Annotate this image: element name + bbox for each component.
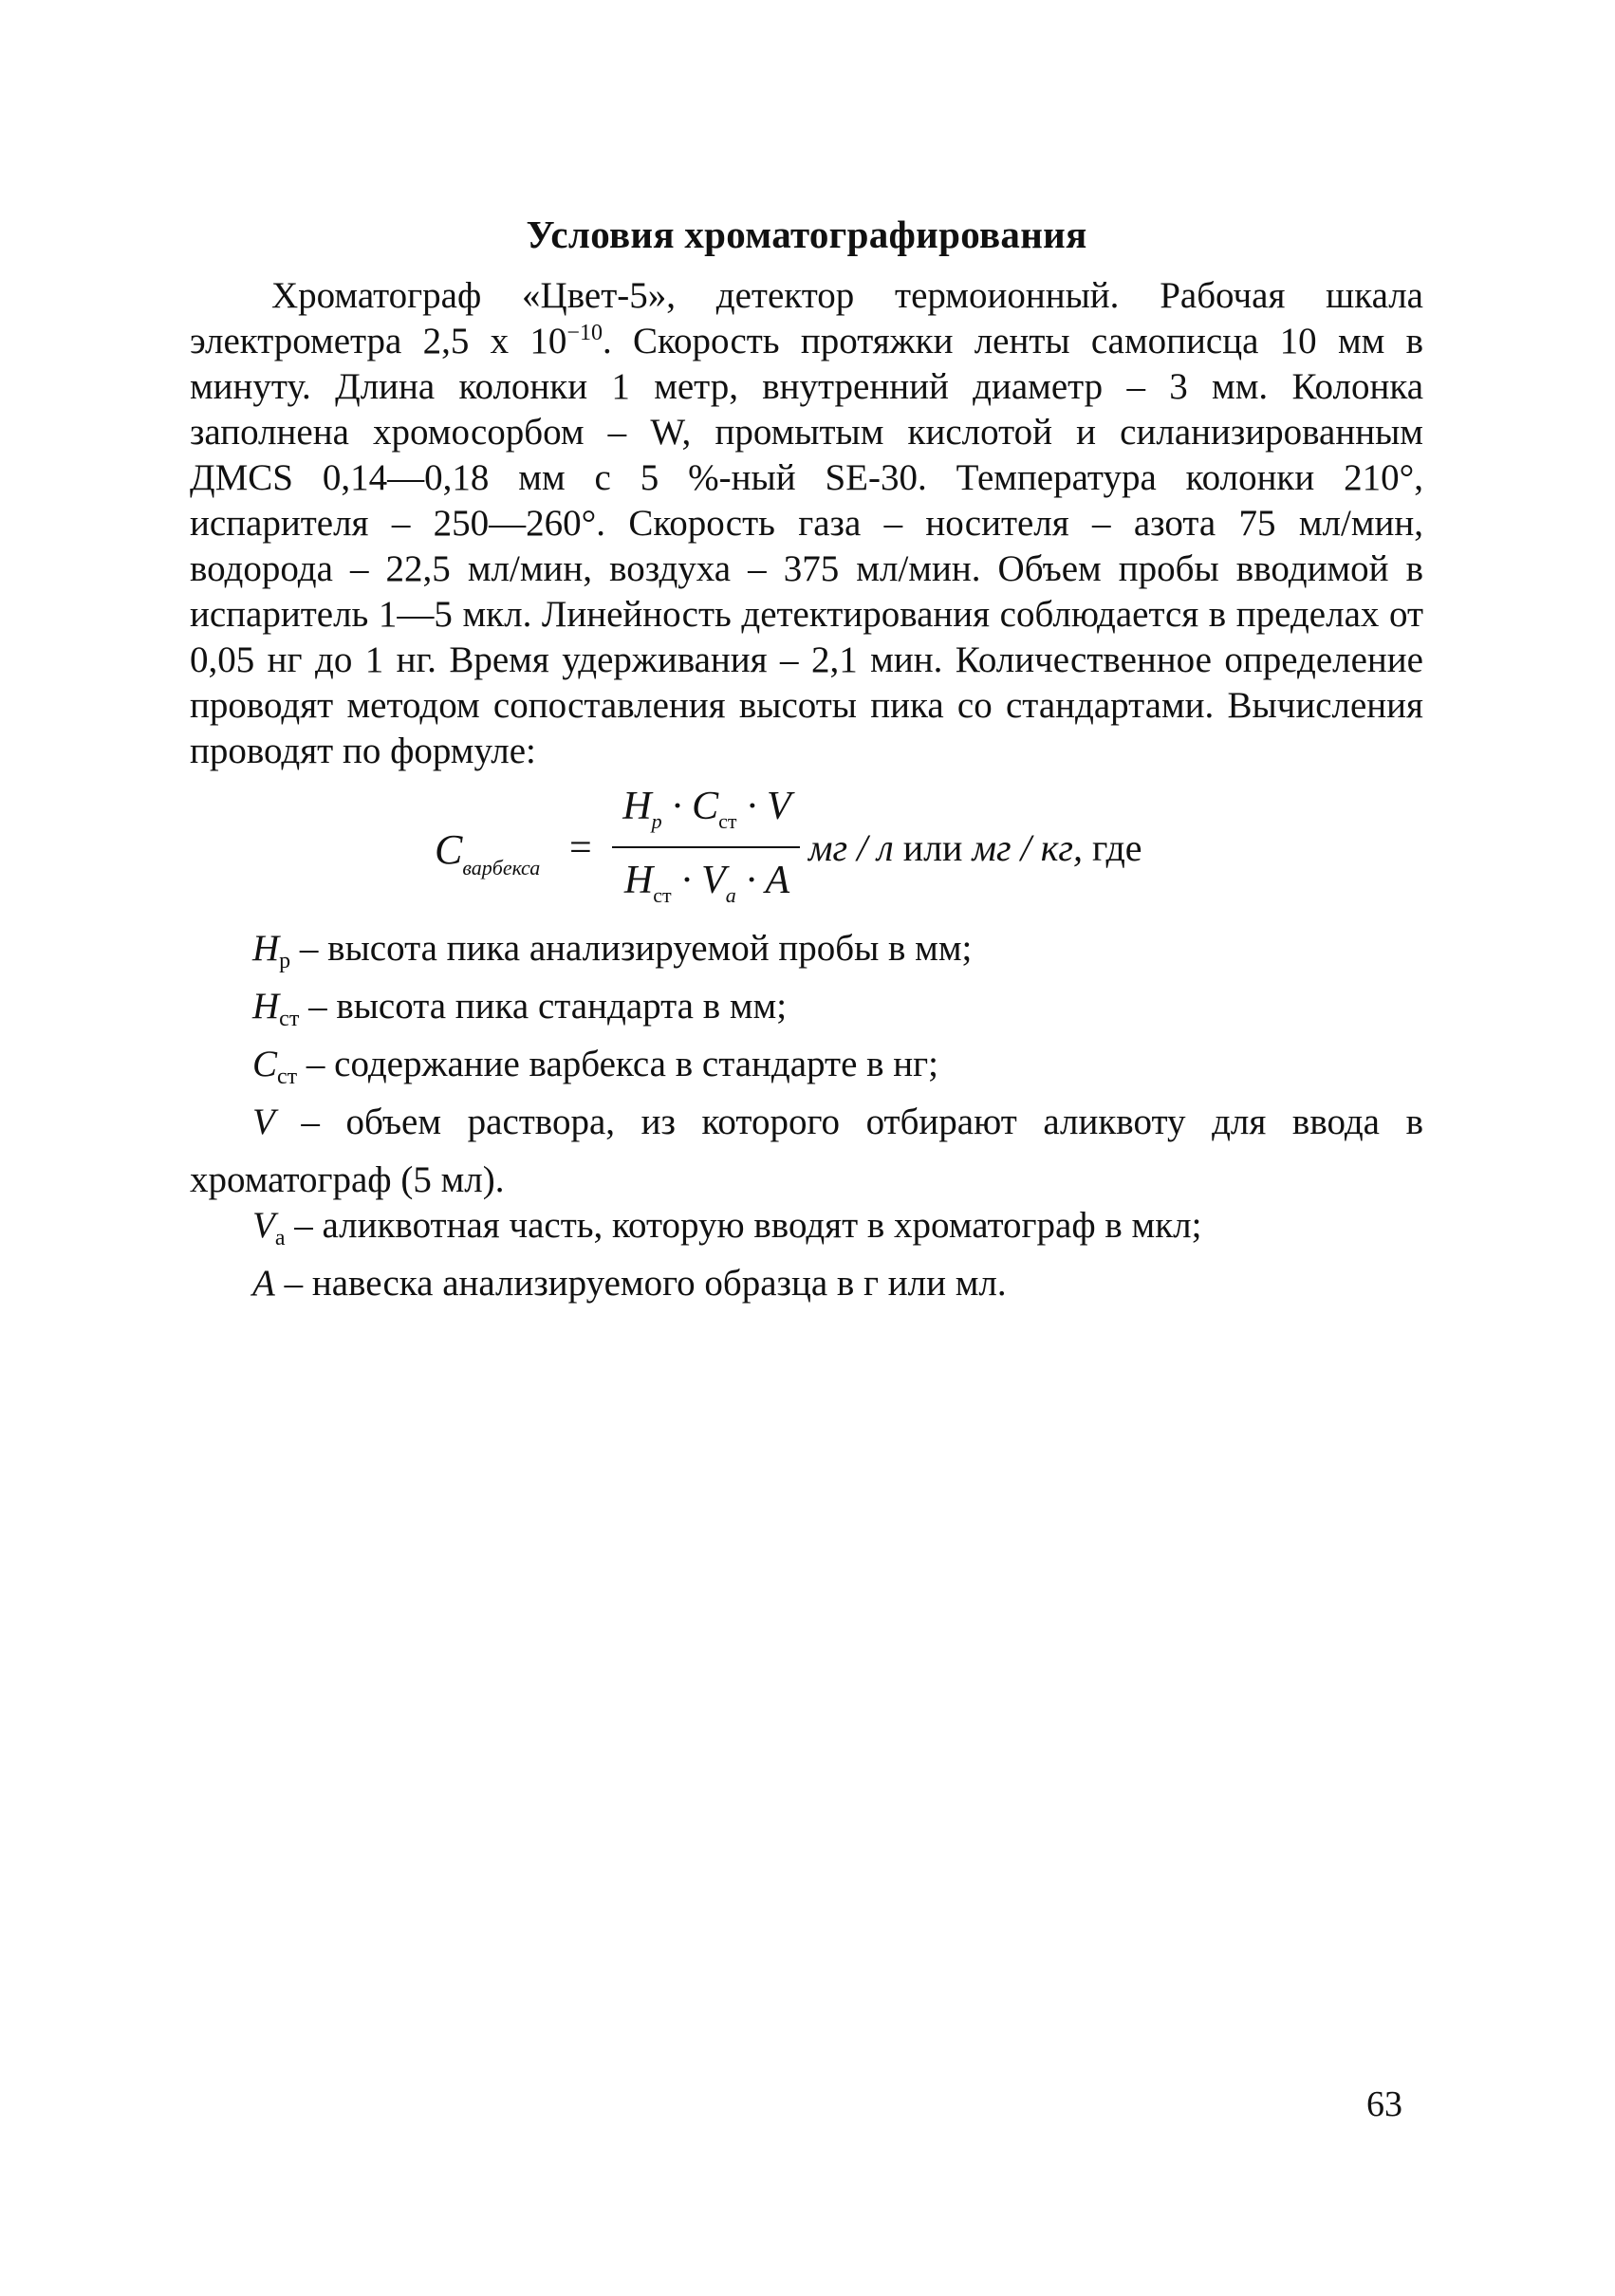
definition-item (190, 926, 1423, 984)
definition-symbol: C (252, 1044, 278, 1084)
definition-item (190, 1203, 1423, 1261)
num-h-sub: p (651, 809, 662, 833)
formula-equals: = (569, 826, 592, 870)
definition-subscript: ст (277, 1065, 298, 1089)
formula-lhs (435, 825, 540, 880)
num-dot-1: · (661, 785, 693, 828)
formula-units (808, 825, 1142, 870)
definition-item (190, 984, 1423, 1042)
body-paragraph (190, 273, 1423, 774)
num-dot-2: · (736, 785, 768, 828)
definition-text: – высота пика анализируемой пробы в мм; (290, 928, 973, 969)
section-title: Условия хроматографирования (526, 213, 1087, 256)
num-c-sub: ст (718, 809, 737, 833)
definition-subscript: р (279, 949, 291, 973)
num-v: V (767, 785, 791, 828)
definition-item (190, 1042, 1423, 1100)
definition-symbol: A (252, 1263, 275, 1304)
unit-mg-l: мг / л (808, 826, 894, 869)
definition-subscript: ст (279, 1007, 300, 1031)
num-c: C (692, 785, 719, 828)
definition-text: – высота пика стандарта в мм; (299, 986, 788, 1027)
unit-mg-kg: мг / кг, (972, 826, 1084, 869)
page-number: 63 (1366, 2084, 1402, 2124)
formula-where: где (1083, 826, 1142, 869)
unit-or: или (893, 826, 973, 869)
definition-symbol: H (252, 928, 280, 969)
den-v: V (701, 859, 726, 902)
formula-denominator (612, 858, 802, 908)
den-dot-2: · (735, 859, 766, 902)
den-h: H (623, 859, 654, 902)
definition-text: – аликвотная часть, которую вводят в хроматограф в мкл; (285, 1205, 1202, 1246)
num-h: H (622, 785, 652, 828)
definition-item (190, 1100, 1423, 1203)
paragraph-text-rest: . Скорость протяжки ленты самописца 10 мм в минуту. Длина колонки 1 метр, внутренний диаметр – 3 мм. Колонка заполнена хромосорбом – W, промытым кислотой и силанизированным ДМCS 0,14—0,18 мм с 5 %-ный SE-30. Температура колонки 210°, испарителя – 250—260°. Скорость газа – носителя – азота 75 мл/мин, водорода – 22,5 мл/мин, воздуха – 375 мл/мин. Объем пробы вводимой в испаритель 1—5 мкл. Линейность детектирования соблюдается в пределах от 0,05 нг до 1 нг. Время удерживания – 2,1 мин. Количественное определение проводят методом сопоставления высоты пика со стандартами. Вычисления проводят по формуле: (190, 321, 1423, 771)
definition-text: – содержание варбекса в стандарте в нг; (297, 1044, 939, 1084)
definitions-list (190, 926, 1423, 1319)
den-dot-1: · (671, 859, 702, 902)
definition-text: – навеска анализируемого образца в г или мл. (274, 1263, 1007, 1304)
definition-symbol: V (252, 1205, 275, 1246)
fraction-bar (612, 846, 800, 848)
formula-numerator (612, 784, 802, 834)
den-a: A (765, 859, 790, 902)
paragraph-text-start: Хроматограф «Цвет-5», детектор термоионный. Рабочая шкала электрометра 2,5 х 10 (190, 275, 1423, 361)
den-v-sub: a (725, 883, 736, 907)
definition-subscript: a (274, 1226, 286, 1250)
definition-symbol: V (252, 1102, 275, 1142)
den-h-sub: ст (653, 883, 672, 907)
formula-lhs-symbol: C (435, 826, 463, 873)
formula (427, 784, 1281, 926)
definition-text: – объем раствора, из которого отбирают аликвоту для ввода в хроматограф (5 мл). (190, 1102, 1423, 1200)
formula-lhs-subscript: варбекса (462, 856, 541, 880)
definition-symbol: H (252, 986, 280, 1027)
definition-item (190, 1261, 1423, 1319)
exponent: −10 (566, 321, 603, 345)
